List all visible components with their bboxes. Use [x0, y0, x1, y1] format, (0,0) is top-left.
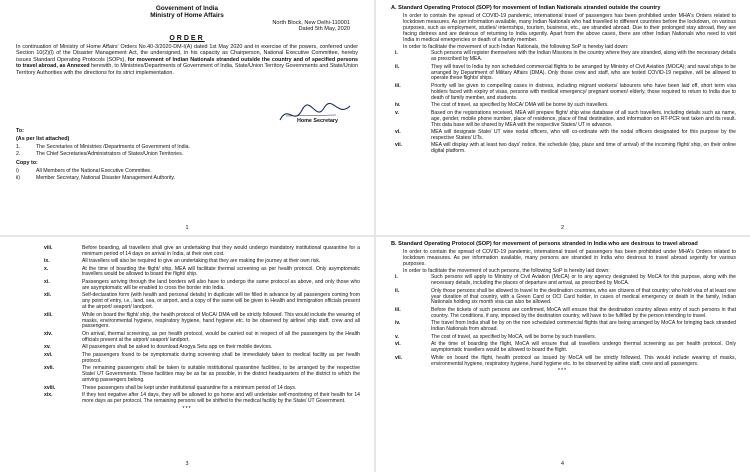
list-item-num: iv. — [395, 102, 401, 109]
page-number: 1 — [185, 225, 189, 231]
list-item-num: v. — [395, 109, 399, 116]
list-item-text: Such persons will apply to Ministry of Civil Aviation (MoCA) or to any agency designated by MoCA for this purpose, along with the necessary details, including the places of departure and arrival, as prescribed by MoCA. — [431, 274, 736, 287]
list-item — [12, 293, 360, 311]
list-item-num: xvii. — [44, 365, 54, 372]
intro-paragraph-2: In order to facilitate the movement of such Indian Nationals, the following SoP is hereby laid down: — [403, 43, 629, 50]
section-heading — [377, 238, 748, 248]
list-item — [387, 65, 736, 83]
list-item — [387, 308, 736, 320]
order-text-a: In continuation of Ministry of Home Affairs' Orders No.40-3/2020-DM-I(A) dated 1st May 2020 and in exercise of the powers, conferred under Section 10(2)(l) of the Disaster Management Act, the undersigned, in his capacity as Chairperson, National Executive Committee, hereby issues Standard Operating Protocols (SOPs), — [16, 44, 358, 63]
document-page-3 — [2, 238, 372, 470]
list-item-num: xiii. — [44, 311, 53, 318]
list-item — [12, 259, 360, 265]
document-page-4 — [377, 238, 748, 470]
address-block — [2, 20, 372, 33]
list-item — [12, 246, 360, 258]
list-item-text: Self-declaration form (with health and personal details) in duplicate will be filled in advance by all passengers coming from any point of entry, i.e., land, sea, or airport, and a copy of the same will be given to Health and Immigration officials present at the airport/ seaport/ landport. — [82, 292, 360, 311]
list-item-num: i. — [395, 274, 398, 281]
list-item-num: xii. — [44, 292, 52, 299]
copy-item — [16, 168, 356, 174]
list-item-text: The passengers found to be symptomatic during screening shall be immediately taken to medical facility as per health protocol. — [82, 351, 360, 364]
sop-list-continued — [2, 238, 372, 405]
section-heading-num: B. — [391, 241, 397, 247]
list-item-text: At the time of boarding the flight, MoCA will ensure that all travellers undergo thermal screening as per health protocol. Only asymptomatic travellers would be allowed to board the flight. — [431, 341, 736, 354]
list-item-text: They will travel to India by non scheduled commercial flights to be arranged by Ministry of Civil Aviation (MOCA); and naval ships to be arranged by Department of Military Affairs (DMA). Only those crew and staff, who are tested COVID-19 negative, will be allowed to operate these flights/ ships. — [431, 63, 736, 82]
section-heading-text: Standard Operating Protocol (SOP) for movement of persons stranded in India who are desirous to travel abroad — [398, 241, 698, 247]
list-item — [387, 130, 736, 142]
list-item — [12, 313, 360, 331]
page-number: 4 — [561, 461, 564, 467]
document-page-2 — [377, 2, 748, 234]
copy-item-num: ii) — [16, 175, 21, 181]
to-item — [16, 144, 356, 150]
list-item — [12, 353, 360, 365]
copy-item — [16, 175, 356, 181]
list-item-text: The cost of travel, as specified by MoCA/ DMA will be borne by such travellers. — [431, 102, 609, 109]
list-item-num: i. — [395, 50, 398, 57]
list-item-num: iii. — [395, 306, 401, 313]
list-item-num: xix. — [44, 392, 53, 399]
list-item — [12, 345, 360, 351]
list-item-text: All travellers will also be required to give an undertaking that they are making the journey at their own risk. — [82, 258, 321, 264]
copy-item-num: i) — [16, 168, 19, 174]
list-item-text: Before boarding, all travellers shall give an undertaking that they would undergo mandatory institutional quarantine for a minimum period of 14 days on arrival in India, at their own cost. — [82, 244, 360, 257]
order-title: ORDER — [169, 35, 205, 42]
list-item-text: Passengers arriving through the land borders will also have to undergo the same protocol as above, and only those who are asymptomatic will be enabled to cross the border into India. — [82, 278, 360, 291]
list-item-text: The travel from India shall be by on the non scheduled commercial flights that are being arranged by MoCA for bringing back stranded Indian Nationals from abroad. — [431, 320, 736, 333]
list-item — [12, 393, 360, 405]
order-paragraph — [2, 44, 372, 76]
copy-item-text: All Members of the National Executive Committee. — [36, 168, 152, 174]
date: Dated 5th May, 2020 — [298, 26, 350, 33]
list-item-num: v. — [395, 333, 399, 340]
copy-to-label: Copy to: — [16, 160, 38, 166]
sop-list — [377, 275, 748, 367]
list-item-num: iii. — [395, 82, 401, 89]
order-text-bold: for movement of Indian Nationals stranded outside the country and of specified persons to travel abroad, as Annexed — [16, 56, 359, 70]
section-heading — [377, 2, 748, 12]
list-item-text: Only those persons shall be allowed to travel to the destination countries, who are citizens of that country; who hold visa of at least one year duration of that country, with a Green Card or OCI Card holder, in cases of medical emergency or death in the family, Indian Nationals holding six month visa can also be allowed. — [431, 287, 736, 306]
to-label: To: — [16, 128, 24, 134]
list-item-num: vii. — [395, 354, 403, 361]
list-item-text: Before the tickets of such persons are confirmed, MoCA will ensure that the destination country allows entry of such persons in that country. The conditions, if any, imposed by the destination country, will have to be fulfilled by the person intending to travel. — [431, 306, 736, 319]
list-item — [387, 321, 736, 333]
order-text-c: herewith, to Ministries/Departments of Government of India, State/Union Territory Governments and State/Union Territory Authorities with the directions for its strict implementation. — [16, 63, 358, 76]
list-item-text: While on board the flight, health protocol as issued by MoCA will be strictly followed. This would include wearing of masks, environmental hygiene, respiratory hygiene, hand hygiene etc. to be observed by airline staff, crew and all passengers. — [431, 354, 736, 367]
list-item — [387, 342, 736, 354]
list-item — [387, 51, 736, 63]
document-page-1 — [2, 2, 372, 234]
gov-name: Government of India — [155, 5, 219, 12]
end-stars: *** — [182, 405, 192, 412]
list-item — [387, 335, 736, 341]
list-item-text: At the time of boarding the flight/ ship, MEA will facilitate thermal screening as per health protocol. Only asymptomatic travellers would be allowed to board the flight/ ship. — [82, 265, 360, 278]
list-item-num: xvi. — [44, 351, 53, 358]
list-item-num: ix. — [44, 258, 50, 264]
list-item-text: These passengers shall be kept under institutional quarantine for a minimum period of 14 days. — [82, 384, 297, 391]
list-item — [387, 356, 736, 368]
to-item-num: 1. — [16, 144, 21, 150]
list-item — [387, 143, 736, 155]
list-item — [12, 366, 360, 384]
list-item-num: ii. — [395, 63, 400, 70]
section-heading-text: Standard Operating Protocol (SOP) for movement of Indian Nationals stranded outside the country — [398, 5, 661, 11]
list-item-num: vi. — [395, 341, 401, 348]
intro-paragraph: In order to contain the spread of COVID-19 pandemic, international travel of passengers has been prohibited under MHA's Orders related to lockdown measures. As per information available, many persons are stranded in India who desirous to travel abroad urgently for various purposes. — [403, 248, 736, 267]
list-item — [387, 289, 736, 307]
to-item — [16, 151, 356, 157]
page-number: 3 — [185, 461, 189, 467]
list-item-num: vii. — [395, 142, 403, 149]
to-list-note: (As per list attached) — [16, 136, 70, 142]
list-item — [12, 332, 360, 344]
list-item-num: xiv. — [44, 330, 53, 337]
ministry-name: Ministry of Home Affairs — [150, 12, 224, 20]
list-item-num: xv. — [44, 344, 51, 351]
page-gutter-horizontal — [0, 235, 750, 237]
list-item-text: The cost of travel, as specified by MoCA, will be borne by such travellers. — [431, 333, 597, 340]
list-item-text: The remaining passengers shall be taken to suitable institutional quarantine facilities, to be arranged by the respective State/ UT Governments. These facilities may be as far as possible, in the district headquarters of the district to which the arriving passengers belong. — [82, 365, 360, 384]
intro-paragraph-2: In order to facilitate the movement of such persons, the following SoP is hereby laid down: — [403, 267, 610, 274]
list-item-num: xviii. — [44, 384, 56, 391]
address: North Block, New Delhi-110001 — [272, 19, 350, 26]
list-item-text: Such persons will register themselves with the Indian Missions in the country where they are stranded, along with the necessary details as prescribed by MEA. — [431, 50, 736, 63]
list-item-text: While on board the flight/ ship, the health protocol of MoCA/ DMA will be strictly followed. This would include the wearing of masks, environmental hygiene, respiratory hygiene, hand hygiene etc. to be observed by airline/ ship staff, crew and all passengers. — [82, 311, 360, 330]
to-item-num: 2. — [16, 151, 21, 157]
list-item-text: Priority will be given to compelling cases in distress, including migrant workers/ labourers who have been laid off, short term visa holders faced with expiry of visas, persons with medical emergency/ pregnant women/ elderly, those required to return to India due to death of family member, and students. — [431, 82, 736, 101]
list-item-num: x. — [44, 265, 49, 272]
to-item-text: The Secretaries of Ministries /Departments of Government of India. — [36, 144, 190, 150]
list-item-text: MEA will designate State/ UT wise nodal officers, who will co-ordinate with the nodal officers designated for this purpose by the respective States/ UTs. — [431, 129, 736, 141]
sop-list — [377, 51, 748, 155]
list-item-num: viii. — [44, 244, 53, 251]
list-item — [12, 280, 360, 292]
section-heading-num: A. — [391, 5, 397, 11]
list-item-text: All passengers shall be asked to download Arogya Setu app on their mobile devices. — [82, 344, 273, 351]
list-item — [12, 386, 360, 392]
list-item-text: MEA will display with at least two days' notice, the schedule (day, place and time of arrival) of the incoming flight/ ship, on their online digital platform. — [431, 142, 736, 155]
intro-paragraph: In order to contain the spread of COVID-19 pandemic, international travel of passengers has been prohibited under MHA's Orders related to lockdown measures. As per information available, many Indian Nationals who had travelled to different countries before the lockdown, on various purposes, such as employment, studies/ internships, tourism, business, etc., are stranded abroad. Due to their prolonged stay abroad, they are facing distress and are desirous of returning to India urgently. Apart from the above cases, there are other Indian Nationals who need to visit India in medical emergencies or death of a family member. — [403, 12, 736, 43]
list-item-text: If they test negative after 14 days, they will be allowed to go home and will undertake self-monitoring of their health for 14 more days as per protocol. The remaining persons will be shifted to the medical facility by the State/ UT Government. — [82, 392, 360, 404]
list-item-num: ii. — [395, 287, 400, 294]
list-item-num: vi. — [395, 129, 401, 136]
list-item — [387, 103, 736, 109]
list-item — [387, 275, 736, 287]
end-stars: *** — [557, 368, 568, 375]
copy-item-text: Member Secretary, National Disaster Management Authority. — [36, 175, 176, 181]
list-item-text: Based on the registrations received, MEA will prepare flight/ ship wise database of all such travellers, including details such as name, age, gender, mobile phone number, place of residence, place of final destination, and information on RT-PCR test taken and its result. This data base will be shared by MEA with the respective States/ UT in advance. — [431, 109, 736, 128]
list-item-text: On arrival, thermal screening, as per health protocol, would be carried out in respect of all the passengers by the Health officials present at the airport/ seaport/ landport. — [82, 330, 360, 343]
list-item-num: xi. — [44, 278, 50, 285]
list-item — [387, 111, 736, 129]
page-number: 2 — [561, 225, 564, 231]
list-item — [12, 267, 360, 279]
gov-header — [2, 2, 372, 20]
list-item-num: iv. — [395, 320, 401, 327]
signatory-title: Home Secretary — [296, 118, 338, 124]
list-item — [387, 84, 736, 102]
to-item-text: The Chief Secretaries/Administrators of States/Union Territories. — [36, 151, 184, 157]
